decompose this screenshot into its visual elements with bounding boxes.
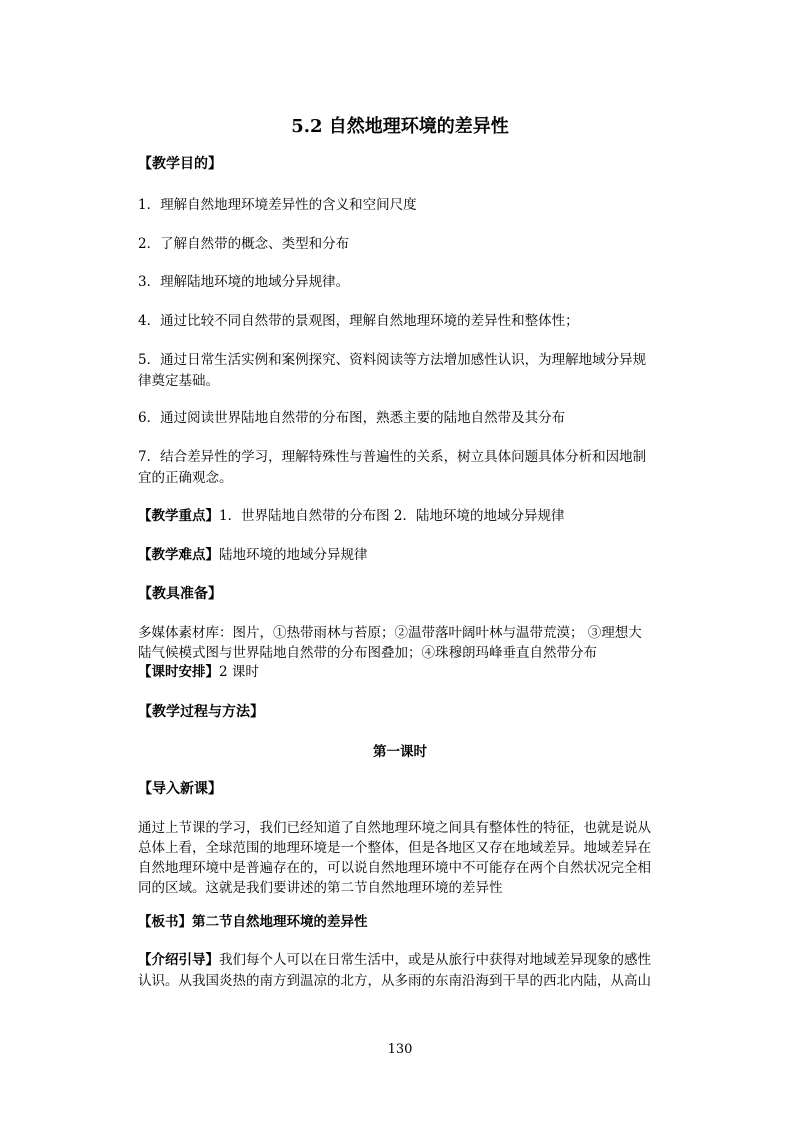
difficulty [138,545,663,566]
intro-line-2: 总体上看，全球范围的地理环境是一个整体，但是各地区又存在地域差异。地域差异在 [138,840,651,856]
objective-item-5a: 5．通过日常生活实例和案例探究、资料阅读等方法增加感性认识，为理解地域分异规 [138,352,647,368]
materials-heading: 【教具准备】 [138,586,222,602]
board-text: 第二节自然地理环境的差异性 [192,914,368,930]
materials-line-1: 多媒体素材库：图片，①热带雨林与苔原；②温带落叶阔叶林与温带荒漠； ③理想大 [138,625,642,641]
difficulty-text: 陆地环境的地域分异规律 [219,547,368,563]
objective-item-4: 4．通过比较不同自然带的景观图，理解自然地理环境的差异性和整体性； [138,313,579,329]
difficulty-label: 【教学难点】 [138,547,219,563]
board-label: 【板书】 [138,914,192,930]
objective-item-2: 2．了解自然带的概念、类型和分布 [138,236,350,252]
objective-item-3: 3．理解陆地环境的地域分异规律。 [138,274,350,290]
page-title: 5.2 自然地理环境的差异性 [291,116,509,137]
objectives-heading: 【教学目的】 [138,156,222,172]
objective-item-1: 1．理解自然地理环境差异性的含义和空间尺度 [138,197,417,213]
materials-line-2: 陆气候模式图与世界陆地自然带的分布图叠加；④珠穆朗玛峰垂直自然带分布 [138,645,597,661]
lesson-title: 第一课时 [373,744,427,760]
objective-item-7a: 7．结合差异性的学习，理解特殊性与普遍性的关系，树立具体问题具体分析和因地制 [138,449,647,465]
process-heading: 【教学过程与方法】 [138,704,264,720]
key-points-label: 【教学重点】 [138,508,219,524]
guide-line-2: 认识。从我国炎热的南方到温凉的北方，从多雨的东南沿海到干旱的西北内陆，从高山 [138,973,651,989]
objective-item-5b: 律奠定基础。 [138,373,219,389]
intro-line-1: 通过上节课的学习，我们已经知道了自然地理环境之间具有整体性的特征，也就是说从 [138,820,651,836]
intro-line-4: 同的区域。这就是我们要讲述的第二节自然地理环境的差异性 [138,880,503,896]
schedule [138,662,663,683]
guide-line-1 [138,950,663,971]
intro-heading: 【导入新课】 [138,781,222,797]
objective-item-6: 6．通过阅读世界陆地自然带的分布图，熟悉主要的陆地自然带及其分布 [138,410,566,426]
intro-line-3: 自然地理环境中是普遍存在的，可以说自然地理环境中不可能存在两个自然状况完全相 [138,860,651,876]
schedule-label: 【课时安排】 [138,664,219,680]
schedule-text: 2 课时 [219,664,259,680]
objective-item-7b: 宜的正确观念。 [138,470,233,486]
guide-label: 【介绍引导】 [138,952,219,968]
page-number: 130 [387,1042,413,1057]
key-points-text: 1．世界陆地自然带的分布图 2．陆地环境的地域分异规律 [219,508,565,524]
key-points [138,506,663,527]
guide-text-1: 我们每个人可以在日常生活中，或是从旅行中获得对地域差异现象的感性 [219,952,651,968]
board-note [138,912,663,933]
